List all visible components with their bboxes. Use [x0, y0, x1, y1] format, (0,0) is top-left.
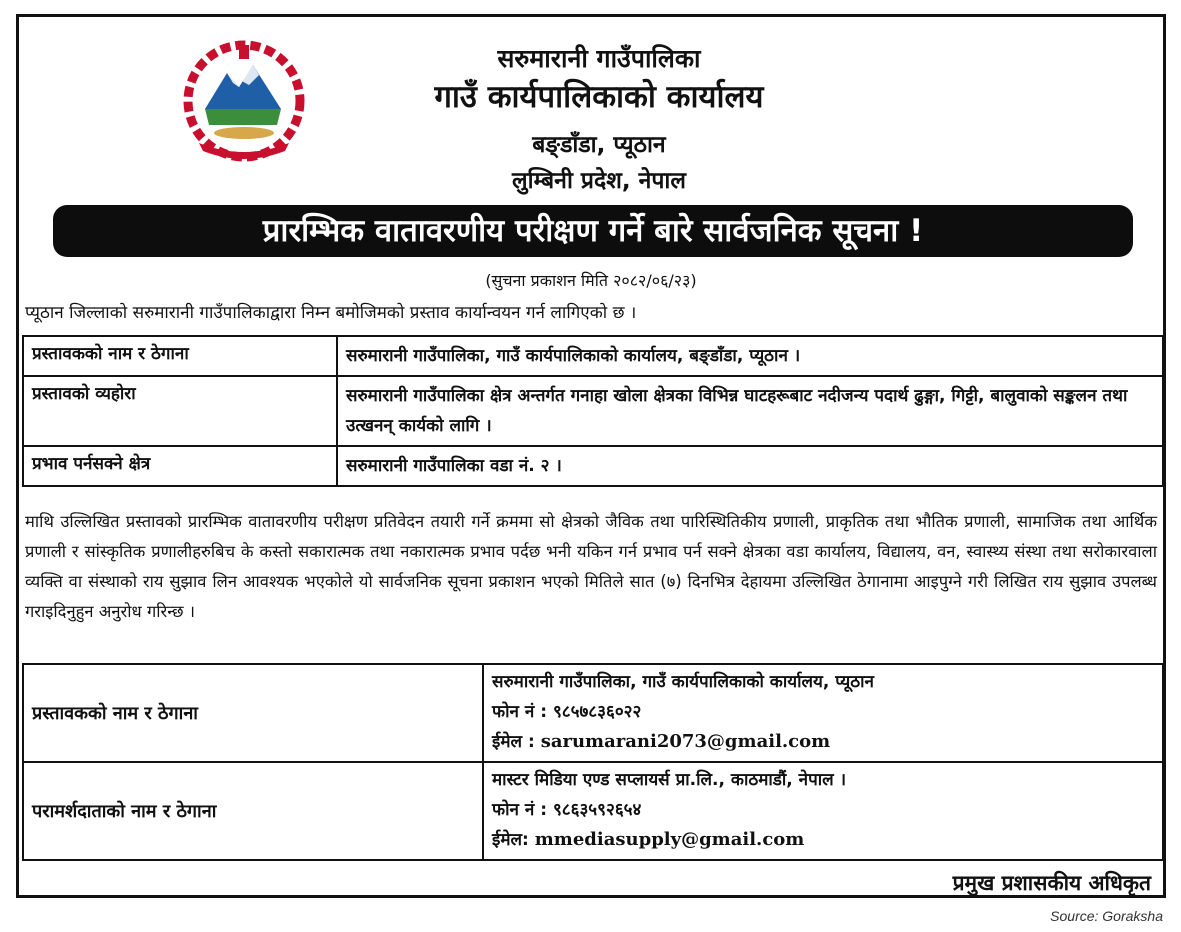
- table-row: [23, 446, 1163, 486]
- contact-label: प्रस्तावकको नाम र ठेगाना: [23, 664, 483, 762]
- table-row: [23, 664, 1163, 762]
- email-line: [492, 727, 1154, 757]
- table-row: [23, 762, 1163, 860]
- row-value: सरुमारानी गाउँपालिका, गाउँ कार्यपालिकाको कार्यालय, बङ्डाँडा, प्यूठान ।: [337, 336, 1163, 376]
- row-value: सरुमारानी गाउँपालिका क्षेत्र अन्तर्गत गनाहा खोला क्षेत्रका विभिन्न घाटहरूबाट नदीजन्य पदार्थ ढुङ्गा, गिट्टी, बालुवाको सङ्कलन तथा उत्खनन् कार्यको लागि ।: [337, 376, 1163, 446]
- municipality-name: सरुमारानी गाउँपालिका: [497, 44, 701, 73]
- phone-number: ९८५७८३६०२२: [552, 702, 642, 722]
- phone-line: [492, 795, 1154, 825]
- office-name: गाउँ कार्यपालिकाको कार्यालय: [434, 79, 764, 115]
- signatory-title: प्रमुख प्रशासकीय अधिकृत: [952, 871, 1151, 895]
- phone-line: [492, 697, 1154, 727]
- notice-title-banner: प्रारम्भिक वातावरणीय परीक्षण गर्ने बारे सार्वजनिक सूचना !: [53, 205, 1133, 257]
- contact-table: [22, 663, 1164, 861]
- contact-name: मास्टर मिडिया एण्ड सप्लायर्स प्रा.लि., काठमाडौं, नेपाल ।: [492, 770, 847, 790]
- nepal-emblem-icon: [169, 39, 319, 167]
- email-line: [492, 825, 1154, 855]
- office-location: बङ्डाँडा, प्यूठान: [532, 132, 666, 158]
- proposal-details-table: [22, 335, 1164, 487]
- phone-number: ९८६३५९२६५४: [552, 800, 642, 820]
- province-country: लुम्बिनी प्रदेश, नेपाल: [512, 168, 686, 194]
- table-row: [23, 376, 1163, 446]
- contact-details: [483, 664, 1163, 762]
- phone-label: फोन नं :: [492, 702, 548, 722]
- row-label: प्रभाव पर्नसक्ने क्षेत्र: [23, 446, 337, 486]
- notice-paragraph: माथि उल्लिखित प्रस्तावको प्रारम्भिक वातावरणीय परीक्षण प्रतिवेदन तयारी गर्ने क्रममा सो क्षेत्रको जैविक तथा पारिस्थितिकीय प्रणाली, प्राकृतिक तथा भौतिक प्रणाली, सामाजिक तथा आर्थिक प्रणाली र सांस्कृतिक प्रणालीहरुबिच के कस्तो सकारात्मक तथा नकारात्मक प्रभाव पर्दछ भनी यकिन गर्न प्रभाव पर्न सक्ने क्षेत्रका वडा कार्यालय, विद्यालय, वन, स्वास्थ्य संस्था तथा सरोकारवाला व्यक्ति वा संस्थाको राय सुझाव लिन आवश्यक भएकोले यो सार्वजनिक सूचना प्रकाशन भएको मितिले सात (७) दिनभित्र देहायमा उल्लिखित ठेगानामा आइपुग्ने गरी लिखित राय सुझाव उपलब्ध गराइदिनुहुन अनुरोध गरिन्छ ।: [25, 512, 1157, 621]
- row-value: सरुमारानी गाउँपालिका वडा नं. २ ।: [337, 446, 1163, 486]
- intro-text: प्यूठान जिल्लाको सरुमारानी गाउँपालिकाद्वारा निम्न बमोजिमको प्रस्ताव कार्यान्वयन गर्न लागिएको छ ।: [25, 303, 637, 323]
- publication-date: (सुचना प्रकाशन मिति २०८२/०६/२३): [485, 271, 697, 290]
- table-row: [23, 336, 1163, 376]
- email-address[interactable]: sarumarani2073@gmail.com: [540, 731, 831, 752]
- contact-label: परामर्शदाताको नाम र ठेगाना: [23, 762, 483, 860]
- contact-details: [483, 762, 1163, 860]
- contact-name: सरुमारानी गाउँपालिका, गाउँ कार्यपालिकाको कार्यालय, प्यूठान: [492, 672, 874, 692]
- email-label: ईमेल:: [492, 830, 529, 850]
- phone-label: फोन नं :: [492, 800, 548, 820]
- row-label: प्रस्तावकको नाम र ठेगाना: [23, 336, 337, 376]
- email-address[interactable]: mmediasupply@gmail.com: [534, 829, 805, 850]
- public-notice: [16, 14, 1166, 898]
- row-label: प्रस्तावको व्यहोरा: [23, 376, 337, 446]
- email-label: ईमेल :: [492, 732, 535, 752]
- source-credit: Source: Goraksha: [1050, 908, 1163, 924]
